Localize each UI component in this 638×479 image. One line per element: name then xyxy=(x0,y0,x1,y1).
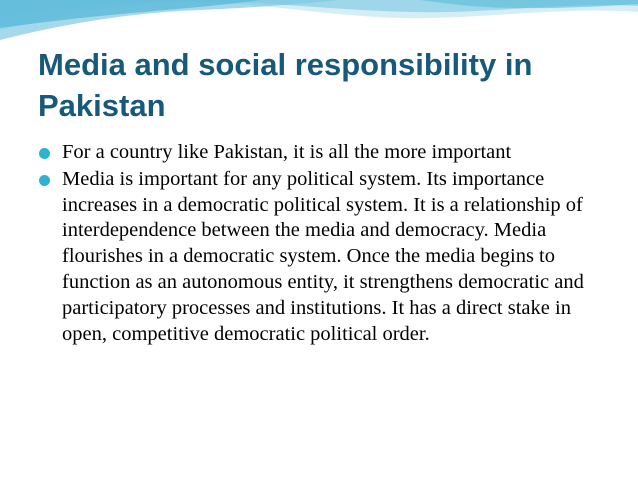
bullet-text-media-importance: Media is important for any political system. Its importance increases in a democratic political system. It is a relationship of interdependence between the media and democracy. Media flourishes in a democratic system. Once the media begins to function as an autonomous entity, it strengthens democratic and participatory processes and institutions. It has a direct stake in open, competitive democratic political order. xyxy=(62,167,584,345)
round-bullet-icon xyxy=(39,175,50,186)
round-bullet-icon xyxy=(39,148,50,159)
bullet-item-country xyxy=(38,140,613,166)
bullet-list xyxy=(38,140,613,348)
slide-title: Media and social responsibility in Pakistan xyxy=(38,47,533,123)
bullet-item-media-importance xyxy=(38,167,613,348)
bullet-text-country: For a country like Pakistan, it is all the more important xyxy=(62,141,512,163)
